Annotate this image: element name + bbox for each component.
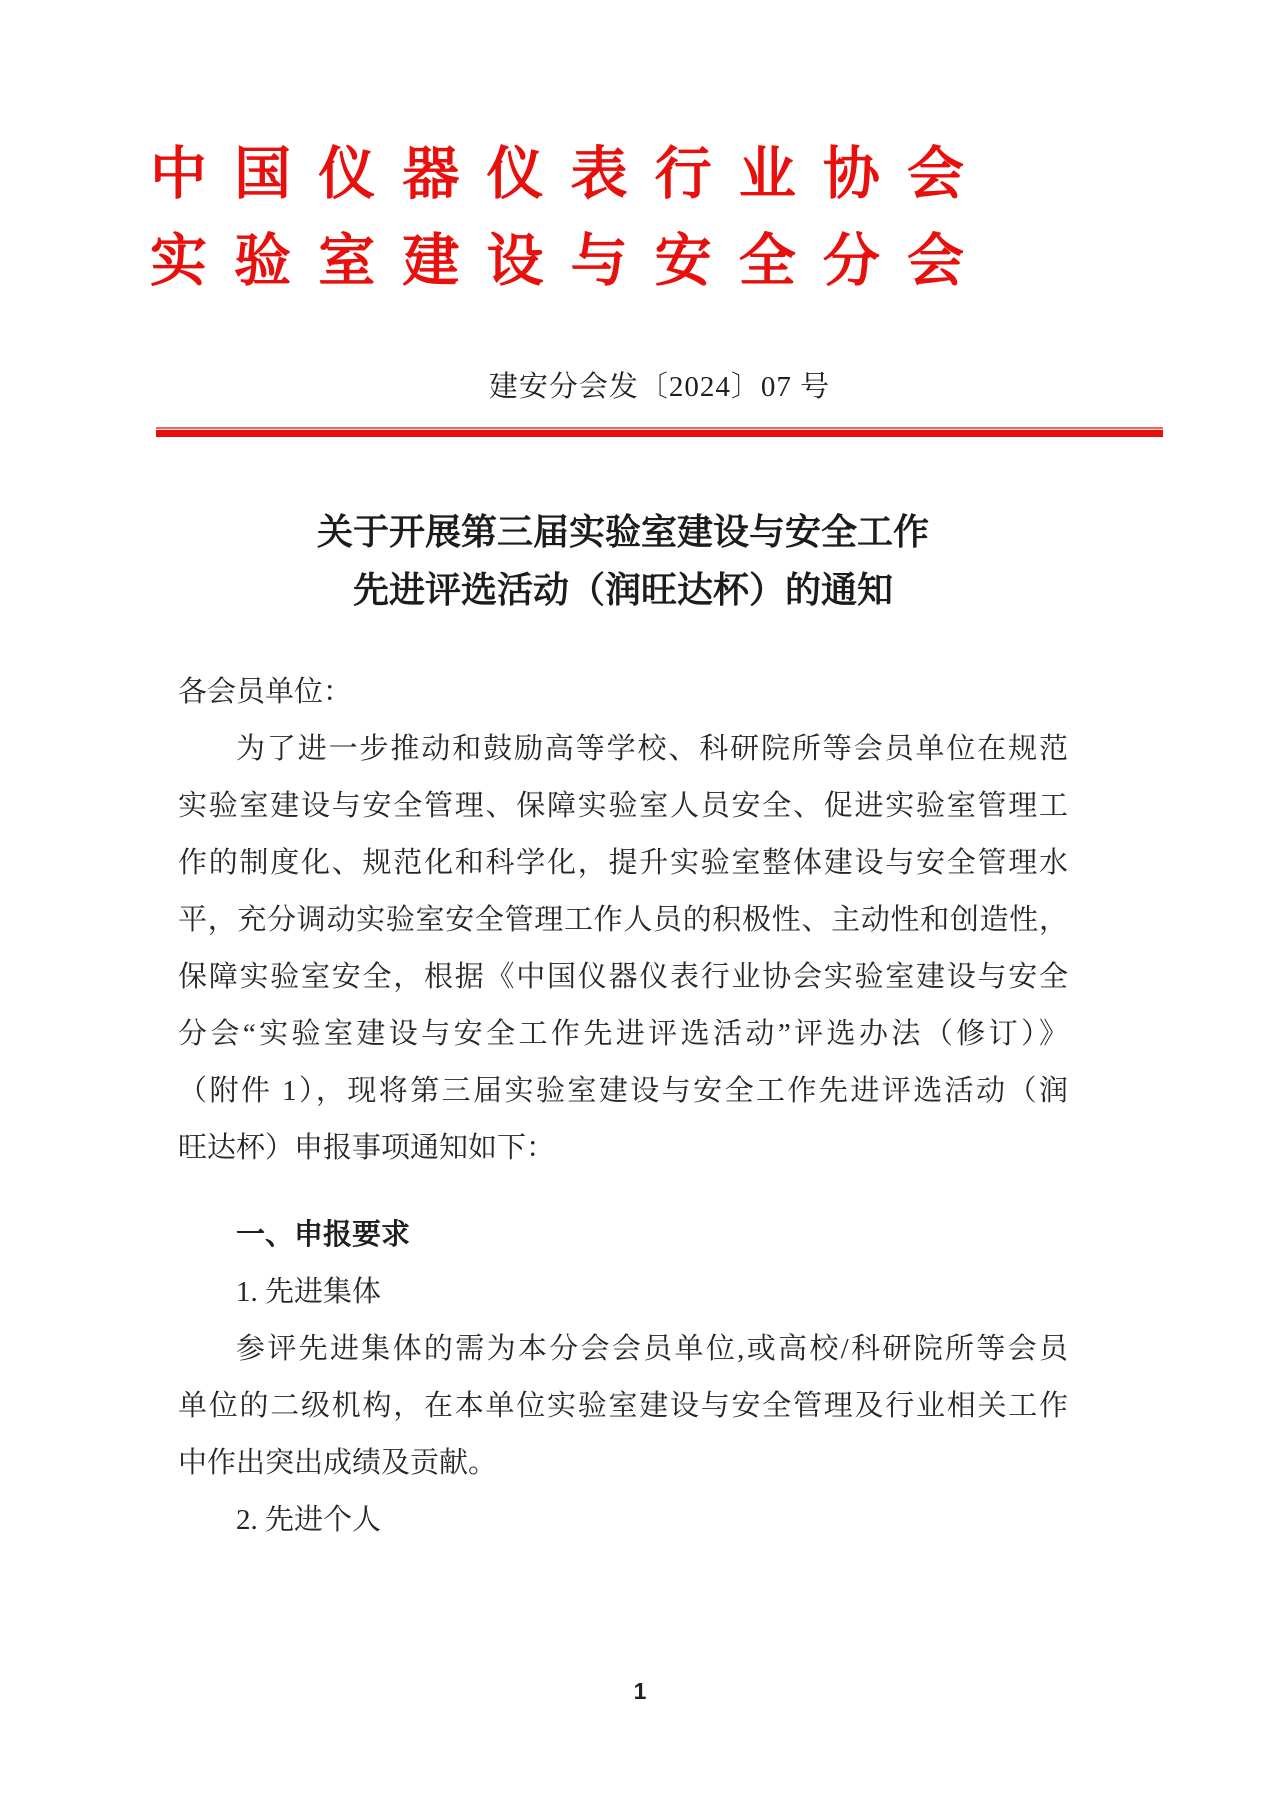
paragraph-line: （附件 1），现将第三届实验室建设与安全工作先进评选活动（润 [178, 1075, 1068, 1107]
paragraph-line: 作的制度化、规范化和科学化，提升实验室整体建设与安全管理水 [178, 847, 1068, 879]
paragraph-line: 参评先进集体的需为本分会会员单位,或高校/科研院所等会员 [236, 1333, 1068, 1365]
letterhead-org-line-1: 中 国 仪 器 仪 表 行 业 协 会 [150, 142, 964, 206]
paragraph-line: 保障实验室安全，根据《中国仪器仪表行业协会实验室建设与安全 [178, 961, 1068, 993]
page-number: 1 [633, 1678, 647, 1704]
document-number: 建安分会发〔2024〕07 号 [488, 371, 831, 403]
letterhead-org-line-2: 实 验 室 建 设 与 安 全 分 会 [150, 229, 964, 293]
document-body [178, 664, 1068, 1549]
list-item-title: 2. 先进个人 [236, 1504, 382, 1536]
letterhead [150, 142, 964, 293]
paragraph-line: 旺达杯）申报事项通知如下： [178, 1132, 556, 1164]
list-item-title: 1. 先进集体 [236, 1276, 382, 1308]
paragraph-line: 单位的二级机构，在本单位实验室建设与安全管理及行业相关工作 [178, 1390, 1068, 1422]
paragraph-line: 分会“实验室建设与安全工作先进评选活动”评选办法（修订）》 [178, 1018, 1068, 1050]
paragraph-line: 为了进一步推动和鼓励高等学校、科研院所等会员单位在规范 [236, 733, 1068, 765]
paragraph-line: 平，充分调动实验室安全管理工作人员的积极性、主动性和创造性， [178, 904, 1068, 936]
section-heading: 一、申报要求 [236, 1219, 411, 1251]
document-title-line-2: 先进评选活动（润旺达杯）的通知 [352, 569, 893, 610]
salutation: 各会员单位： [178, 676, 353, 708]
red-divider-line [156, 427, 1163, 437]
paragraph-line: 实验室建设与安全管理、保障实验室人员安全、促进实验室管理工 [178, 790, 1068, 822]
paragraph-line: 中作出突出成绩及贡献。 [178, 1447, 498, 1479]
document-title [178, 503, 1068, 619]
document-title-line-1: 关于开展第三届实验室建设与安全工作 [316, 511, 929, 552]
